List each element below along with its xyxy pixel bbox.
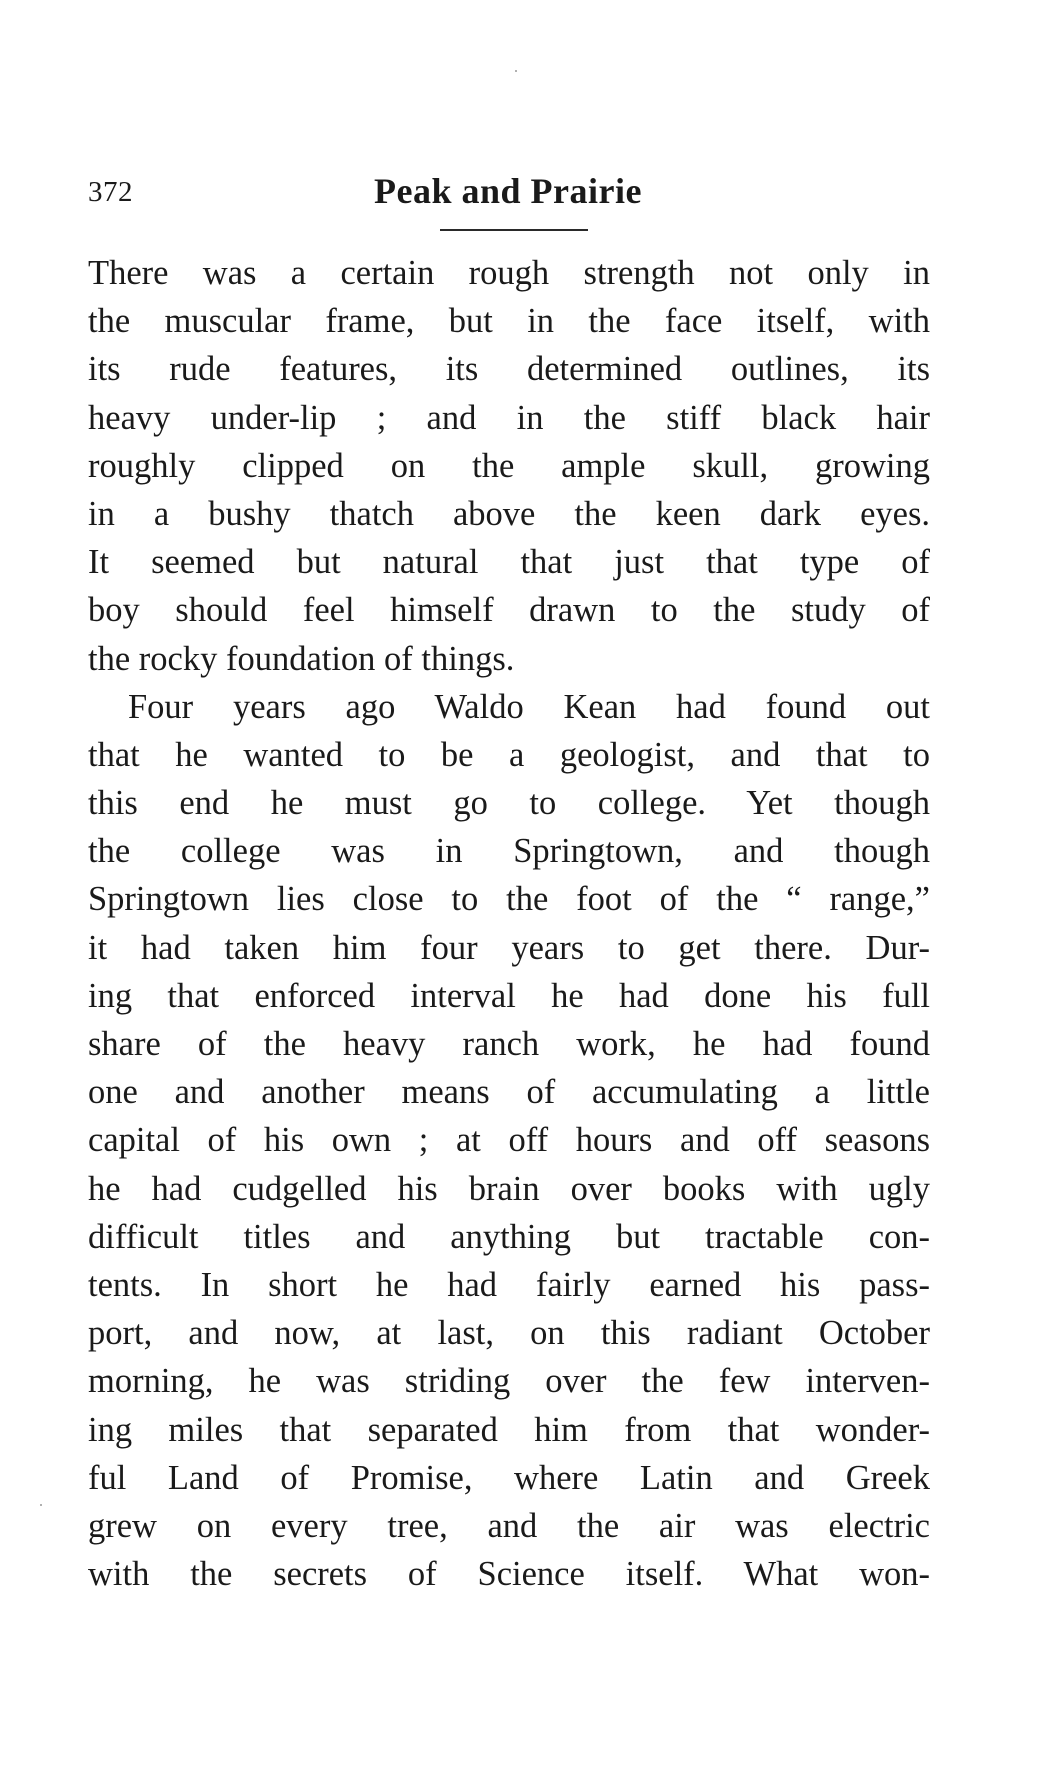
header-rule xyxy=(440,229,588,231)
text-line: boy should feel himself drawn to the study of xyxy=(88,591,930,630)
text-line: Springtown lies close to the foot of the “ range,” xyxy=(88,880,930,919)
text-line: Four years ago Waldo Kean had found out xyxy=(128,687,930,726)
text-line: the college was in Springtown, and though xyxy=(88,832,930,871)
text-line: its rude features, its determined outlines, its xyxy=(88,350,930,389)
text-line: it had taken him four years to get there. Dur- xyxy=(88,928,930,967)
text-line: the muscular frame, but in the face itself, with xyxy=(88,302,930,341)
book-title: Peak and Prairie xyxy=(374,171,642,211)
page-number: 372 xyxy=(88,176,133,208)
paper-speck xyxy=(40,1504,42,1506)
text-line: There was a certain rough strength not only in xyxy=(88,254,930,292)
body-text xyxy=(88,249,930,1598)
text-line: he had cudgelled his brain over books with ugly xyxy=(88,1169,930,1208)
text-line: morning, he was striding over the few interven- xyxy=(88,1362,930,1401)
text-line: this end he must go to college. Yet though xyxy=(88,784,930,823)
text-line: It seemed but natural that just that type of xyxy=(88,543,930,582)
text-line: that he wanted to be a geologist, and that to xyxy=(88,735,930,774)
text-line: in a bushy thatch above the keen dark eyes. xyxy=(88,494,930,533)
running-head xyxy=(88,170,928,220)
paper-speck xyxy=(515,70,517,72)
text-line: capital of his own ; at off hours and off seasons xyxy=(88,1121,930,1160)
text-line: difficult titles and anything but tractable con- xyxy=(88,1217,930,1256)
text-line: roughly clipped on the ample skull, growing xyxy=(88,446,930,485)
text-line: one and another means of accumulating a little xyxy=(88,1073,930,1112)
text-line: ing miles that separated him from that wonder- xyxy=(88,1410,930,1449)
text-line: grew on every tree, and the air was electric xyxy=(88,1506,930,1545)
text-line: with the secrets of Science itself. What won- xyxy=(88,1555,930,1594)
text-line: ing that enforced interval he had done his full xyxy=(88,976,930,1015)
text-line: heavy under-lip ; and in the stiff black hair xyxy=(88,398,930,437)
text-line: the rocky foundation of things. xyxy=(88,639,515,678)
text-line: share of the heavy ranch work, he had found xyxy=(88,1025,930,1063)
text-line: port, and now, at last, on this radiant October xyxy=(88,1314,930,1353)
text-line: tents. In short he had fairly earned his pass- xyxy=(88,1265,930,1304)
text-line: ful Land of Promise, where Latin and Greek xyxy=(88,1458,930,1497)
